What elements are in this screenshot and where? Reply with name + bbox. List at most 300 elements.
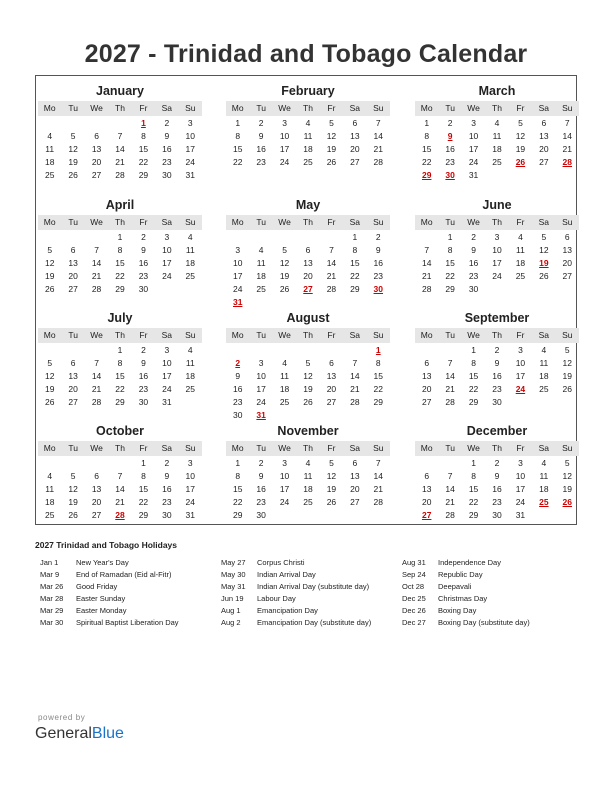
date-cell: 21 <box>445 384 455 394</box>
holiday-name: Indian Arrival Day (substitute day) <box>257 582 370 591</box>
date-cell: 3 <box>164 232 170 242</box>
weekday-label: Fr <box>327 443 336 453</box>
date-cell: 8 <box>471 358 476 368</box>
weekday-label: Sa <box>161 103 173 113</box>
date-cell: 20 <box>68 384 78 394</box>
weekday-label: Sa <box>349 330 361 340</box>
weekday-label: Tu <box>445 330 455 340</box>
weekday-label: Sa <box>538 217 550 227</box>
date-cell: 7 <box>117 471 123 481</box>
date-cell: 2 <box>141 345 146 355</box>
date-cell: 25 <box>256 284 266 294</box>
date-cell: 11 <box>539 471 549 481</box>
weekday-label: Su <box>373 217 384 227</box>
date-cell: 1 <box>352 232 358 242</box>
weekday-label: Fr <box>327 330 336 340</box>
date-cell: 16 <box>492 484 502 494</box>
date-cell: 26 <box>68 510 78 520</box>
date-cell: 22 <box>138 497 149 507</box>
holiday-date-cell: 30 <box>445 170 455 180</box>
date-cell: 9 <box>494 358 500 368</box>
date-cell: 23 <box>492 384 502 394</box>
date-cell: 14 <box>115 144 125 154</box>
date-cell: 17 <box>162 371 172 381</box>
date-cell: 16 <box>256 144 266 154</box>
date-cell: 29 <box>138 170 149 180</box>
date-cell: 5 <box>47 245 53 255</box>
date-cell: 13 <box>326 371 337 381</box>
weekday-label: Su <box>562 217 573 227</box>
holiday-name: Indian Arrival Day <box>257 570 316 579</box>
weekday-header <box>415 215 579 230</box>
date-cell: 6 <box>94 131 99 141</box>
date-cell: 19 <box>68 157 78 167</box>
month-march <box>415 80 579 190</box>
weekday-label: Sa <box>538 103 550 113</box>
date-cell: 13 <box>421 484 432 494</box>
date-cell: 11 <box>516 245 525 255</box>
date-cell: 1 <box>235 458 241 468</box>
month-title: October <box>96 424 144 438</box>
holiday-date: Mar 28 <box>40 594 64 603</box>
date-cell: 6 <box>352 458 358 468</box>
weekday-header <box>226 215 390 230</box>
date-cell: 7 <box>375 118 381 128</box>
date-cell: 23 <box>468 271 479 281</box>
weekday-label: Su <box>373 330 384 340</box>
date-cell: 10 <box>492 245 502 255</box>
weekday-label: Fr <box>516 217 525 227</box>
date-cell: 30 <box>492 510 502 520</box>
date-cell: 7 <box>352 358 358 368</box>
weekday-label: We <box>278 217 291 227</box>
date-cell: 4 <box>305 118 311 128</box>
date-cell: 25 <box>539 384 549 394</box>
date-cell: 18 <box>185 258 196 268</box>
date-cell: 20 <box>539 144 549 154</box>
date-cell: 14 <box>445 371 455 381</box>
date-cell: 22 <box>445 271 455 281</box>
date-cell: 27 <box>326 397 337 407</box>
weekday-label: Th <box>115 330 125 340</box>
date-cell: 19 <box>303 384 313 394</box>
date-cell: 26 <box>326 497 337 507</box>
holiday-name: Deepavali <box>438 582 472 591</box>
date-cell: 11 <box>45 144 55 154</box>
date-cell: 24 <box>279 497 290 507</box>
month-may <box>226 194 390 307</box>
weekday-label: Sa <box>349 443 361 453</box>
date-cell: 24 <box>185 497 196 507</box>
weekday-label: Sa <box>538 330 550 340</box>
date-cell: 2 <box>141 232 146 242</box>
date-cell: 15 <box>138 144 149 154</box>
weekday-label: Fr <box>327 103 336 113</box>
date-cell: 2 <box>258 118 264 128</box>
date-cell: 12 <box>68 484 78 494</box>
weekday-label: Su <box>185 330 196 340</box>
date-cell: 10 <box>515 358 526 368</box>
date-cell: 8 <box>447 245 453 255</box>
month-title: March <box>478 84 516 98</box>
date-cell: 3 <box>187 118 193 128</box>
weekday-label: Fr <box>516 330 525 340</box>
date-cell: 1 <box>235 118 241 128</box>
weekday-header <box>415 441 579 456</box>
weekday-header <box>38 215 202 230</box>
date-cell: 1 <box>447 232 453 242</box>
date-cell: 8 <box>471 471 476 481</box>
date-cell: 14 <box>115 484 125 494</box>
date-cell: 20 <box>91 157 102 167</box>
date-cell: 20 <box>91 497 102 507</box>
date-cell: 30 <box>162 170 172 180</box>
date-cell: 16 <box>445 144 455 154</box>
date-cell: 6 <box>352 118 358 128</box>
page-title: 2027 - Trinidad and Tobago Calendar <box>84 40 528 68</box>
date-cell: 14 <box>421 258 432 268</box>
date-cell: 9 <box>494 471 500 481</box>
weekday-label: Fr <box>139 103 148 113</box>
date-cell: 12 <box>68 144 78 154</box>
date-cell: 26 <box>539 271 549 281</box>
date-cell: 29 <box>115 284 125 294</box>
date-cell: 11 <box>303 131 313 141</box>
date-cell: 3 <box>518 458 523 468</box>
calendar-grid <box>35 75 577 525</box>
weekday-label: Th <box>492 330 502 340</box>
date-cell: 17 <box>232 271 243 281</box>
date-cell: 5 <box>541 232 547 242</box>
date-cell: 15 <box>468 484 479 494</box>
weekday-label: Su <box>185 217 196 227</box>
weekday-label: Mo <box>420 330 433 340</box>
date-cell: 10 <box>515 471 526 481</box>
date-cell: 20 <box>350 144 360 154</box>
month-august <box>226 307 390 420</box>
date-cell: 23 <box>373 271 384 281</box>
holiday-date-cell: 24 <box>515 384 526 394</box>
date-cell: 21 <box>91 271 102 281</box>
holiday-name: Labour Day <box>257 594 296 603</box>
weekday-label: Tu <box>68 330 78 340</box>
date-cell: 24 <box>256 397 266 407</box>
month-title: September <box>464 311 530 325</box>
holiday-date: Aug 2 <box>221 618 241 627</box>
date-cell: 19 <box>326 484 337 494</box>
weekday-label: Sa <box>161 443 173 453</box>
date-cell: 13 <box>91 484 102 494</box>
date-cell: 8 <box>375 358 381 368</box>
holiday-date: Jan 1 <box>40 558 59 567</box>
holiday-date: Jun 19 <box>221 594 244 603</box>
date-cell: 4 <box>518 232 523 242</box>
weekday-label: We <box>90 330 103 340</box>
date-cell: 2 <box>494 458 500 468</box>
date-cell: 3 <box>164 345 170 355</box>
date-cell: 19 <box>515 144 526 154</box>
weekday-label: We <box>90 443 103 453</box>
date-cell: 28 <box>373 497 384 507</box>
date-cell: 6 <box>305 245 311 255</box>
date-cell: 7 <box>329 245 334 255</box>
date-cell: 13 <box>68 371 78 381</box>
date-cell: 5 <box>329 118 334 128</box>
date-cell: 14 <box>562 131 573 141</box>
date-cell: 27 <box>68 284 78 294</box>
date-cell: 22 <box>115 271 125 281</box>
powered-by-label: powered by <box>38 713 86 722</box>
date-cell: 20 <box>68 271 78 281</box>
date-cell: 10 <box>279 471 290 481</box>
date-cell: 28 <box>91 397 102 407</box>
date-cell: 15 <box>115 371 125 381</box>
date-cell: 2 <box>471 232 476 242</box>
date-cell: 19 <box>562 371 573 381</box>
holiday-date: Mar 26 <box>40 582 64 591</box>
date-cell: 6 <box>424 358 430 368</box>
date-cell: 14 <box>91 371 102 381</box>
weekday-label: Sa <box>161 330 173 340</box>
date-cell: 1 <box>117 232 123 242</box>
date-cell: 3 <box>187 458 193 468</box>
date-cell: 21 <box>445 497 455 507</box>
weekday-label: We <box>278 443 291 453</box>
date-cell: 2 <box>494 345 500 355</box>
weekday-label: We <box>90 103 103 113</box>
weekday-label: Mo <box>43 217 56 227</box>
date-cell: 25 <box>515 271 526 281</box>
month-february <box>226 80 390 190</box>
date-cell: 18 <box>492 144 502 154</box>
weekday-header <box>38 328 202 343</box>
weekday-label: Fr <box>139 330 148 340</box>
weekday-label: Mo <box>231 443 244 453</box>
weekday-label: Tu <box>445 443 455 453</box>
date-cell: 14 <box>326 258 337 268</box>
date-cell: 23 <box>162 497 172 507</box>
weekday-label: We <box>467 217 480 227</box>
holiday-date-cell: 25 <box>539 497 549 507</box>
date-cell: 10 <box>256 371 266 381</box>
date-cell: 22 <box>350 271 360 281</box>
date-cell: 16 <box>256 484 266 494</box>
date-cell: 13 <box>350 131 360 141</box>
date-cell: 5 <box>305 358 311 368</box>
date-cell: 12 <box>562 358 573 368</box>
month-title: May <box>295 198 321 212</box>
date-cell: 3 <box>235 245 241 255</box>
date-cell: 9 <box>141 358 146 368</box>
date-cell: 3 <box>258 358 264 368</box>
date-cell: 7 <box>94 245 99 255</box>
date-cell: 18 <box>44 497 55 507</box>
date-cell: 5 <box>70 131 76 141</box>
date-cell: 10 <box>185 471 196 481</box>
date-cell: 21 <box>115 157 125 167</box>
holiday-name: New Year's Day <box>76 558 129 567</box>
date-cell: 7 <box>94 358 99 368</box>
date-cell: 15 <box>468 371 479 381</box>
date-cell: 5 <box>282 245 287 255</box>
date-cell: 1 <box>141 458 146 468</box>
date-cell: 6 <box>70 358 76 368</box>
holiday-name: Boxing Day (substitute day) <box>438 618 530 627</box>
date-cell: 21 <box>115 497 125 507</box>
holiday-date: Sep 24 <box>402 570 426 579</box>
holiday-date: Dec 27 <box>402 618 426 627</box>
date-cell: 8 <box>141 131 146 141</box>
date-cell: 25 <box>279 397 290 407</box>
date-cell: 8 <box>117 245 123 255</box>
date-cell: 21 <box>373 484 384 494</box>
holiday-date-cell: 2 <box>235 358 241 368</box>
weekday-label: Fr <box>516 443 525 453</box>
date-cell: 22 <box>115 384 125 394</box>
date-cell: 25 <box>185 271 196 281</box>
date-cell: 20 <box>326 384 337 394</box>
holiday-name: Spiritual Baptist Liberation Day <box>76 618 179 627</box>
date-cell: 8 <box>235 131 241 141</box>
month-title: November <box>277 424 339 438</box>
holiday-date: Dec 25 <box>402 594 426 603</box>
date-cell: 10 <box>232 258 243 268</box>
date-cell: 31 <box>185 510 196 520</box>
weekday-label: Sa <box>538 443 550 453</box>
date-cell: 4 <box>541 345 547 355</box>
weekday-label: Mo <box>420 103 433 113</box>
date-cell: 10 <box>279 131 290 141</box>
holiday-date-cell: 26 <box>562 497 573 507</box>
date-cell: 5 <box>329 458 334 468</box>
date-cell: 11 <box>185 245 195 255</box>
weekday-header <box>226 328 390 343</box>
date-cell: 2 <box>258 458 264 468</box>
date-cell: 13 <box>421 371 432 381</box>
date-cell: 11 <box>303 471 313 481</box>
date-cell: 9 <box>235 371 241 381</box>
holiday-name: Emancipation Day (substitute day) <box>257 618 372 627</box>
date-cell: 14 <box>91 258 102 268</box>
date-cell: 8 <box>424 131 430 141</box>
holiday-date: Mar 9 <box>40 570 60 579</box>
date-cell: 11 <box>45 484 55 494</box>
date-cell: 5 <box>518 118 523 128</box>
date-cell: 1 <box>117 345 123 355</box>
weekday-label: Su <box>185 443 196 453</box>
date-cell: 13 <box>562 245 573 255</box>
holiday-date: Mar 30 <box>40 618 64 627</box>
month-november <box>226 420 390 530</box>
date-cell: 13 <box>539 131 549 141</box>
weekday-label: Th <box>115 103 125 113</box>
date-cell: 7 <box>447 471 453 481</box>
date-cell: 4 <box>47 471 53 481</box>
date-cell: 10 <box>468 131 479 141</box>
date-cell: 18 <box>515 258 526 268</box>
date-cell: 5 <box>564 345 570 355</box>
weekday-header <box>226 441 390 456</box>
date-cell: 22 <box>373 384 384 394</box>
date-cell: 12 <box>326 131 337 141</box>
date-cell: 24 <box>492 271 502 281</box>
month-december <box>415 420 579 530</box>
date-cell: 22 <box>232 157 243 167</box>
date-cell: 31 <box>185 170 196 180</box>
month-title: July <box>107 311 133 325</box>
month-title: January <box>96 84 144 98</box>
weekday-label: Mo <box>43 443 56 453</box>
weekday-header <box>415 328 579 343</box>
date-cell: 24 <box>279 157 290 167</box>
weekday-label: Tu <box>256 217 266 227</box>
date-cell: 12 <box>515 131 526 141</box>
date-cell: 27 <box>539 157 549 167</box>
date-cell: 18 <box>539 484 549 494</box>
date-cell: 23 <box>445 157 455 167</box>
date-cell: 24 <box>162 384 172 394</box>
holiday-date-cell: 31 <box>256 410 266 420</box>
date-cell: 4 <box>282 358 287 368</box>
date-cell: 8 <box>235 471 241 481</box>
weekday-label: Tu <box>256 103 266 113</box>
date-cell: 5 <box>564 458 570 468</box>
weekday-label: Mo <box>231 217 244 227</box>
date-cell: 28 <box>445 397 455 407</box>
date-cell: 26 <box>562 384 573 394</box>
holiday-date: Aug 31 <box>402 558 426 567</box>
date-cell: 15 <box>445 258 455 268</box>
date-cell: 11 <box>539 358 549 368</box>
date-cell: 27 <box>91 170 102 180</box>
date-cell: 26 <box>68 170 78 180</box>
date-cell: 25 <box>303 157 313 167</box>
date-cell: 18 <box>256 271 266 281</box>
date-cell: 9 <box>141 245 146 255</box>
date-cell: 13 <box>350 471 360 481</box>
weekday-label: Fr <box>516 103 525 113</box>
date-cell: 29 <box>468 510 479 520</box>
date-cell: 25 <box>303 497 313 507</box>
date-cell: 17 <box>492 258 502 268</box>
date-cell: 13 <box>91 144 102 154</box>
weekday-label: Th <box>492 217 502 227</box>
month-title: April <box>105 198 135 212</box>
date-cell: 19 <box>279 271 290 281</box>
holiday-name: Republic Day <box>438 570 483 579</box>
date-cell: 9 <box>258 131 264 141</box>
holiday-name: Easter Monday <box>76 606 127 615</box>
date-cell: 7 <box>447 358 453 368</box>
holiday-name: Boxing Day <box>438 606 477 615</box>
date-cell: 15 <box>232 484 243 494</box>
weekday-label: Su <box>562 103 573 113</box>
brand-logo[interactable] <box>35 725 124 743</box>
date-cell: 30 <box>138 284 149 294</box>
date-cell: 3 <box>282 458 287 468</box>
date-cell: 12 <box>326 471 337 481</box>
weekday-label: Sa <box>161 217 173 227</box>
holiday-date-cell: 9 <box>447 131 453 141</box>
holiday-date-cell: 27 <box>303 284 313 294</box>
date-cell: 25 <box>185 384 196 394</box>
date-cell: 17 <box>162 258 172 268</box>
date-cell: 12 <box>279 258 290 268</box>
date-cell: 7 <box>424 245 430 255</box>
date-cell: 13 <box>303 258 313 268</box>
date-cell: 18 <box>185 371 196 381</box>
holiday-date-cell: 26 <box>515 157 526 167</box>
